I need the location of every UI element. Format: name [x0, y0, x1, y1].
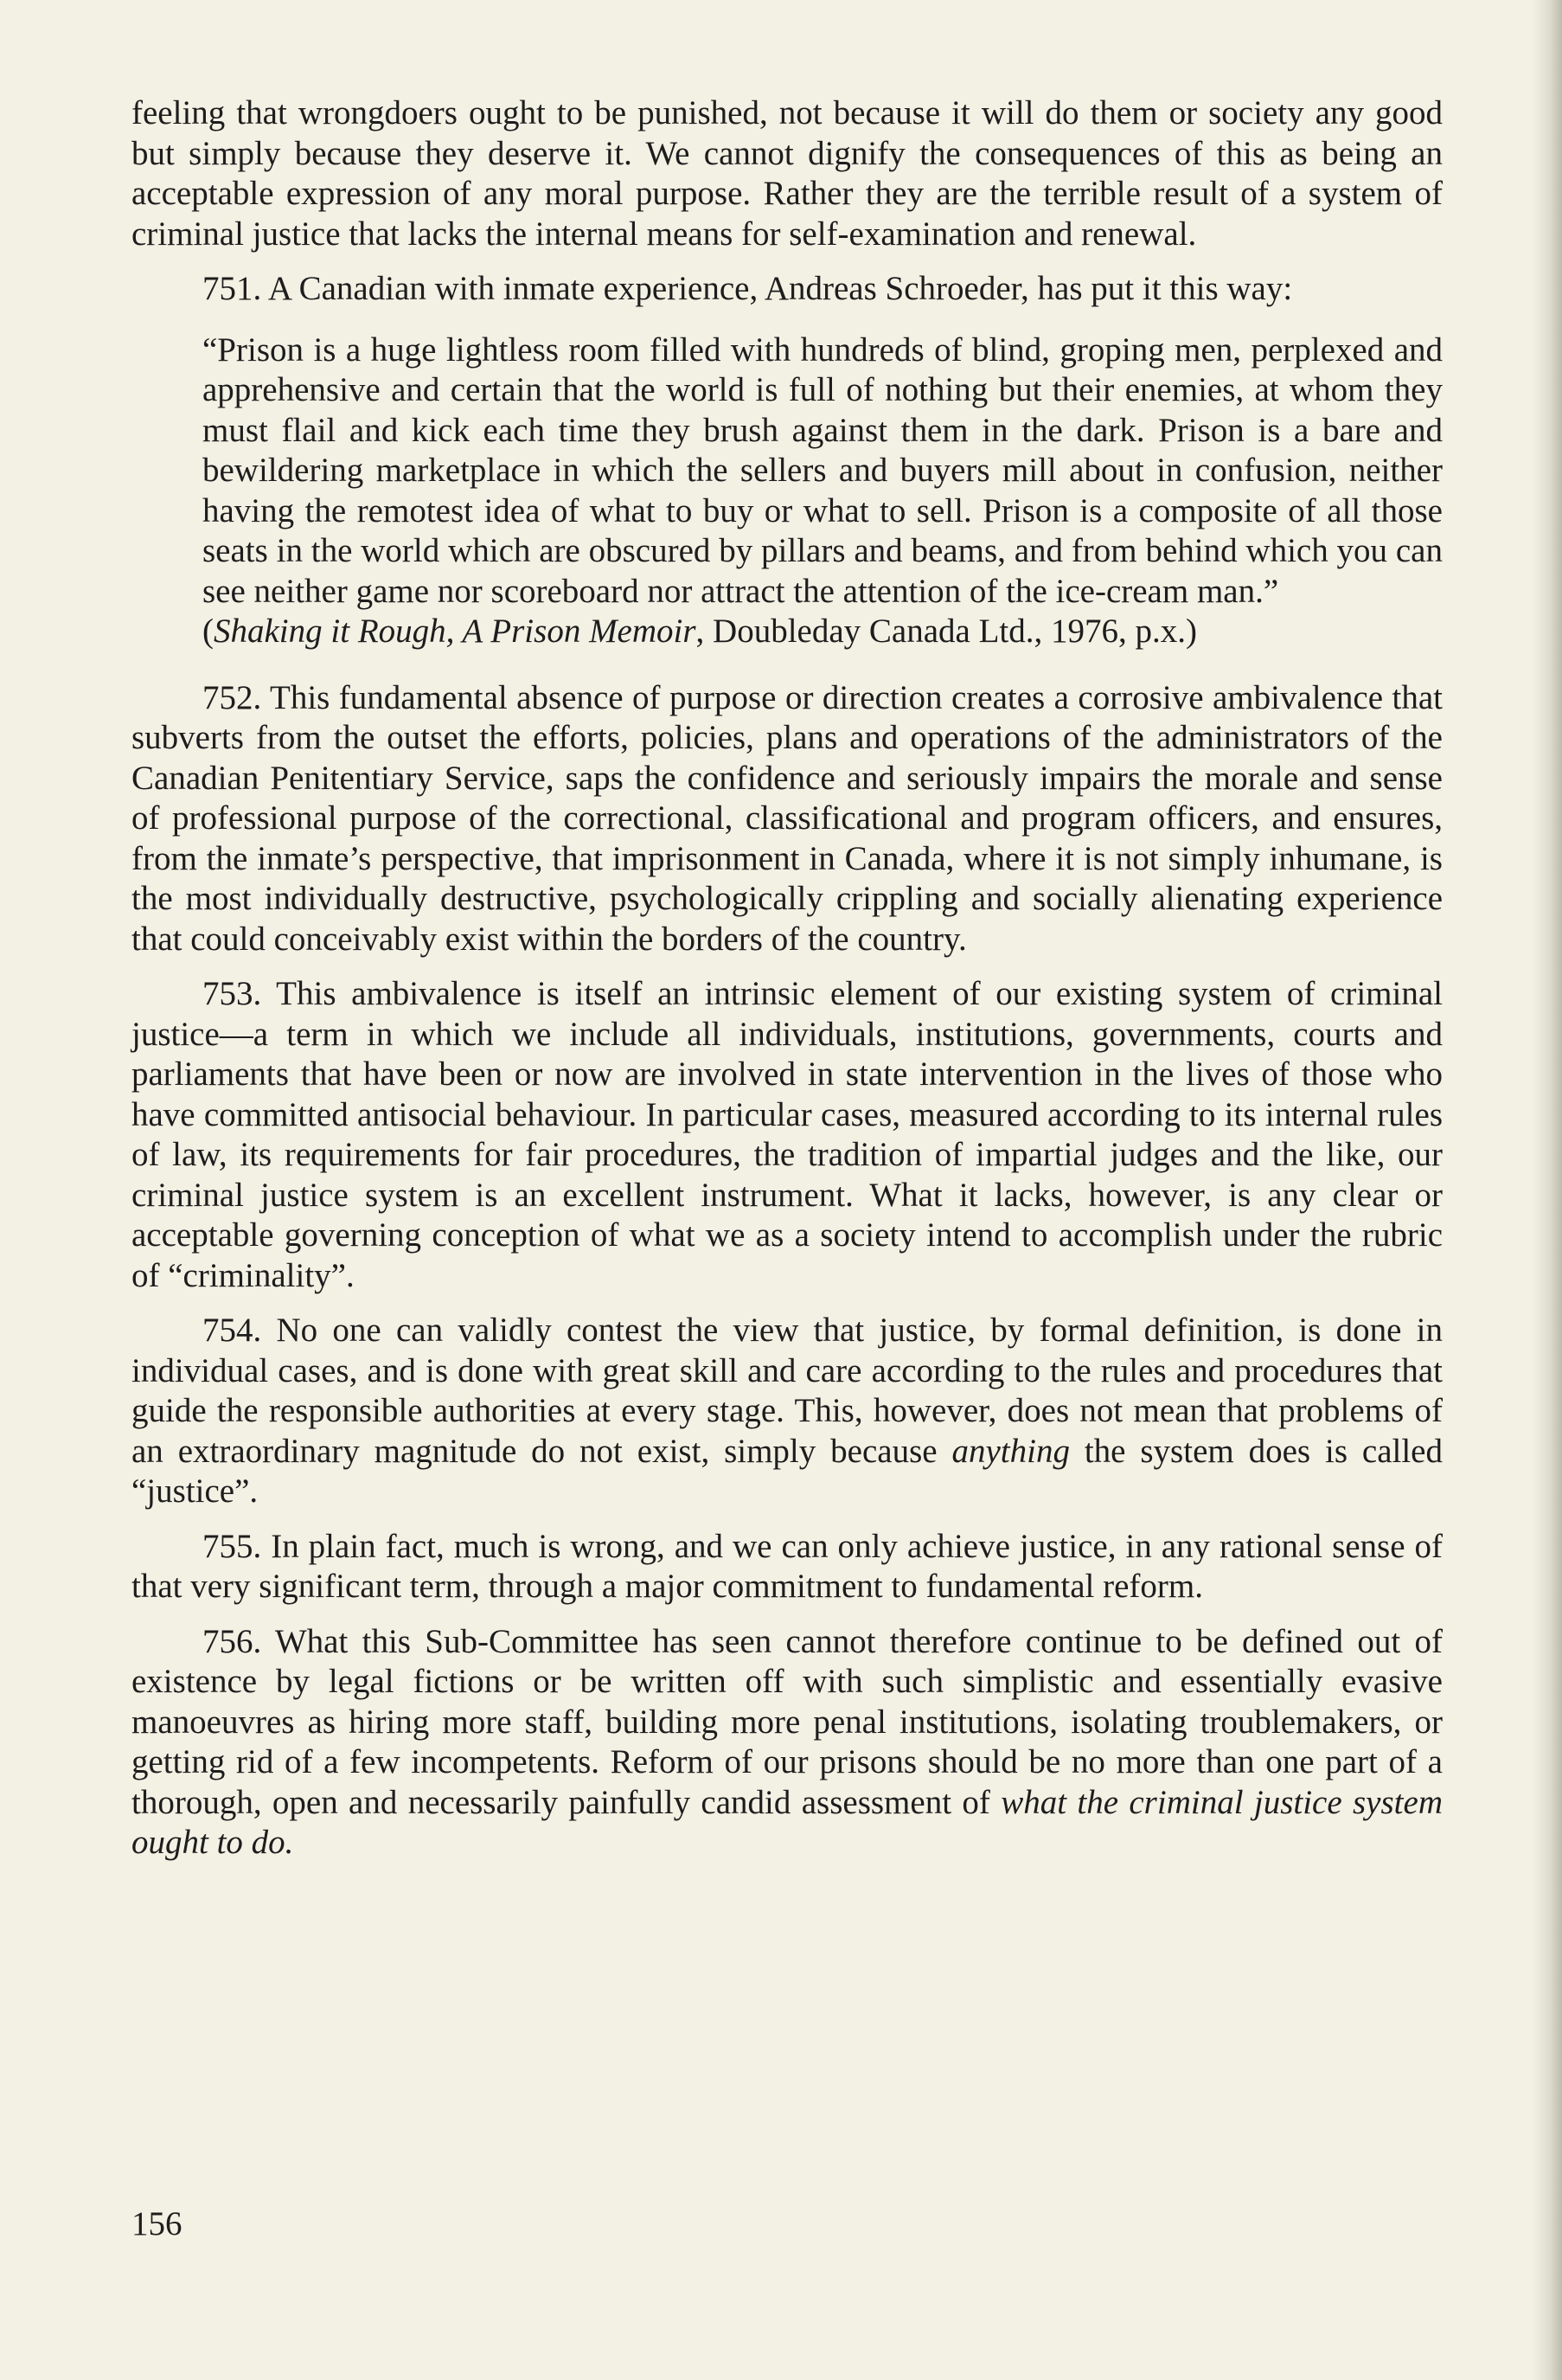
paragraph-number: 752.: [202, 678, 262, 716]
paragraph-text: This fundamental absence of purpose or direction creates a corrosive ambivalence that subverts from the outset the efforts, policies, plans and operations of the administrators of the Canadian Penitentiary Service, saps the confidence and seriously impairs the morale and sense of professional purpose of the correctional, classificational and program officers, and ensures, from the inmate’s perspective, that imprisonment in Canada, where it is not simply inhumane, is the most individually destructive, psychologically crippling and socially alienating experience that could conceivably exist within the borders of the country.: [131, 678, 1443, 958]
quote-text: “Prison is a huge lightless room filled with hundreds of blind, groping men, perplexed and apprehensive and certain that the world is full of nothing but their enemies, at whom they must flail and kick each time they brush against them in the dark. Prison is a bare and bewildering marketplace in which the sellers and buyers mill about in confusion, neither having the remotest idea of what to buy or what to sell. Prison is a composite of all those seats in the world which are obscured by pillars and beams, and from behind which you can see neither game nor scoreboard nor attract the attention of the ice-cream man.”: [202, 330, 1443, 610]
citation-title: Shaking it Rough, A Prison Memoir: [214, 613, 696, 650]
paragraph-number: 753.: [202, 975, 262, 1012]
citation-rest: , Doubleday Canada Ltd., 1976, p.x.): [695, 613, 1198, 650]
paragraph-755: [131, 1527, 1443, 1607]
paragraph-text: What this Sub-Committee has seen cannot therefore continue to be defined out of existence by legal fictions or be written off with such simplistic and essentially evasive manoeuvres as hiring more staff, building more penal institutions, isolating troublemakers, or getting rid of a few incompetents. Reform of our prisons should be no more than one part of a thorough, open and necessarily painfully candid assessment of: [131, 1622, 1443, 1821]
paragraph-751: [131, 269, 1443, 310]
paragraph-text: In plain fact, much is wrong, and we can only achieve justice, in any rational sense of that very significant term, through a major commitment to fundamental reform.: [131, 1527, 1443, 1605]
block-quote: [202, 330, 1443, 652]
paragraph-754: [131, 1311, 1443, 1512]
paragraph-text: A Canadian with inmate experience, Andreas Schroeder, has put it this way:: [261, 270, 1293, 307]
paragraph-number: 754.: [202, 1312, 262, 1349]
paragraph-text: No one can validly contest the view that justice, by formal definition, is done in individual cases, and is done with great skill and care according to the rules and procedures that guide the responsible authorities at every stage. This, however, does not mean that problems of an extraordinary magnitude do not exist, simply because: [131, 1312, 1443, 1470]
paragraph-number: 751.: [202, 270, 262, 307]
paragraph-text: feeling that wrongdoers ought to be punished, not because it will do them or society any good but simply because they deserve it. We cannot dignify the consequences of this as being an acceptable expression of any moral purpose. Rather they are the terrible result of a system of criminal justice that lacks the internal means for self-examination and renewal.: [131, 94, 1443, 253]
paragraph-756: [131, 1622, 1443, 1864]
emphasis-text: what the criminal justice system ought to do.: [131, 1783, 1443, 1861]
emphasis-text: anything: [951, 1432, 1070, 1470]
page-number: 156: [131, 2205, 182, 2242]
paragraph-text-end: the system does is called “justice”.: [131, 1432, 1443, 1510]
page-edge-shadow: [1533, 0, 1562, 2380]
citation-open: (: [202, 613, 214, 650]
body-text: [131, 93, 1443, 1878]
paragraph-number: 756.: [202, 1622, 262, 1660]
paragraph-752: [131, 678, 1443, 960]
paragraph-continuation: [131, 93, 1443, 254]
paragraph-753: [131, 974, 1443, 1296]
paragraph-number: 755.: [202, 1527, 262, 1565]
paragraph-text: This ambivalence is itself an intrinsic element of our existing system of criminal justice—a term in which we include all individuals, institutions, governments, courts and parliaments that have been or now are involved in state intervention in the lives of those who have committed antisocial behaviour. In particular cases, measured according to its internal rules of law, its requirements for fair procedures, the tradition of impartial judges and the like, our criminal justice system is an excellent instrument. What it lacks, however, is any clear or acceptable governing conception of what we as a society intend to accomplish under the rubric of “criminality”.: [131, 975, 1443, 1294]
